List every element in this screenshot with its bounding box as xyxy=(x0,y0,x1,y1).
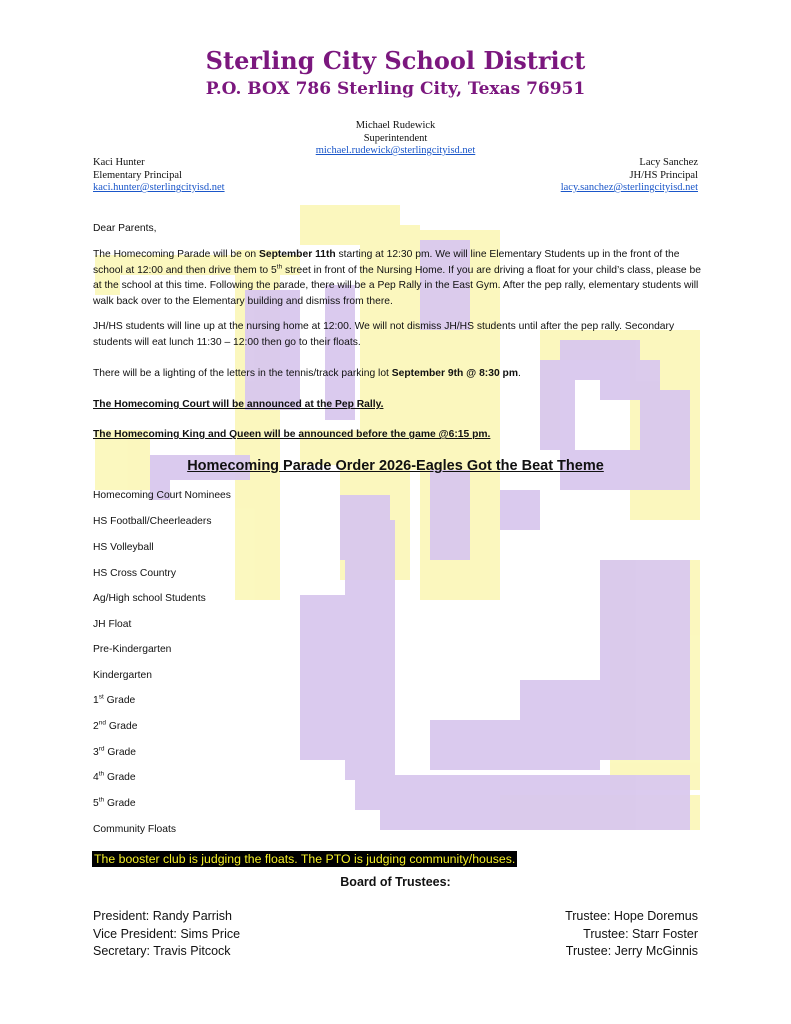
list-item: HS Football/Cheerleaders xyxy=(93,516,212,527)
board-trustees xyxy=(565,908,698,961)
lighting-paragraph xyxy=(93,366,703,382)
superintendent-block xyxy=(0,120,791,158)
king-queen-notice: The Homecoming King and Queen will be announced before the game @6:15 pm. xyxy=(93,429,491,440)
list-item: 2nd Grade xyxy=(93,719,138,732)
jhhs-paragraph: JH/HS students will line up at the nursing home at 12:00. We will not dismiss JH/HS students until after the pep rally. Secondary students will eat lunch 11:30 – 12:00 then go to their floats. xyxy=(93,321,675,348)
list-item: Pre-Kindergarten xyxy=(93,644,172,655)
list-item: JH Float xyxy=(93,619,132,630)
list-item: HS Volleyball xyxy=(93,542,154,553)
jhhs-principal-email-link[interactable]: lacy.sanchez@sterlingcityisd.net xyxy=(560,182,698,193)
booster-club-note: The booster club is judging the floats. The PTO is judging community/houses. xyxy=(94,852,516,866)
parade-order-title: Homecoming Parade Order 2026-Eagles Got the Beat Theme xyxy=(187,458,604,474)
list-item: 1st Grade xyxy=(93,693,136,706)
board-trustee: Trustee: Hope Doremus xyxy=(565,909,698,923)
parade-paragraph-part-c: street in front of the Nursing Home. If you are driving a float for your child’s class, please be at the school at this time. Following the parade, there will be a Pep Rally in the East Gym. After the pep rally, elementary students will walk back over to the Elementary building and dismiss from there. xyxy=(93,264,701,307)
board-vice-president: Vice President: Sims Price xyxy=(93,926,241,941)
lighting-date: September 9th @ 8:30 pm xyxy=(391,368,518,379)
district-title: Sterling City School District xyxy=(205,46,586,75)
list-item: Community Floats xyxy=(93,824,176,835)
jhhs-principal-block xyxy=(561,157,698,195)
board-of-trustees-title: Board of Trustees: xyxy=(340,875,451,889)
parade-paragraph-part-a: The Homecoming Parade will be on xyxy=(93,249,259,260)
jhhs-principal-role: JH/HS Principal xyxy=(629,169,698,181)
list-item: Kindergarten xyxy=(93,670,152,681)
elementary-principal-email-link[interactable]: kaci.hunter@sterlingcityisd.net xyxy=(93,182,225,193)
list-item: 5th Grade xyxy=(93,796,136,809)
elementary-principal-name: Kaci Hunter xyxy=(93,157,145,168)
lighting-period: . xyxy=(517,368,521,379)
list-item: Ag/High school Students xyxy=(93,593,206,604)
parade-paragraph-part-b: starting at 12:30 pm. We will line Elementary Students up in the front of the school at 12:00 and then drive them to 5 xyxy=(93,249,680,276)
superintendent-email-link[interactable]: michael.rudewick@sterlingcityisd.net xyxy=(315,145,476,156)
board-trustee: Trustee: Jerry McGinnis xyxy=(565,944,698,958)
superintendent-role: Superintendent xyxy=(363,132,428,144)
district-address: P.O. BOX 786 Sterling City, Texas 76951 xyxy=(205,79,586,99)
list-item: 4th Grade xyxy=(93,770,136,783)
court-notice: The Homecoming Court will be announced at the Pep Rally. xyxy=(93,399,384,410)
jhhs-principal-name: Lacy Sanchez xyxy=(639,157,698,168)
list-item: HS Cross Country xyxy=(93,568,176,579)
board-officers xyxy=(93,908,240,961)
greeting: Dear Parents, xyxy=(93,223,157,234)
board-trustee: Trustee: Starr Foster xyxy=(583,926,698,941)
board-president: President: Randy Parrish xyxy=(93,909,232,923)
elementary-principal-role: Elementary Principal xyxy=(93,169,182,181)
superintendent-name: Michael Rudewick xyxy=(355,120,436,131)
board-secretary: Secretary: Travis Pitcock xyxy=(93,944,231,958)
parade-paragraph-sup: th xyxy=(276,263,283,271)
parade-date: September 11th xyxy=(258,249,336,260)
lighting-text: There will be a lighting of the letters in the tennis/track parking lot xyxy=(93,368,392,379)
elementary-principal-block xyxy=(93,157,225,195)
parade-paragraph xyxy=(93,247,703,309)
list-item: 3rd Grade xyxy=(93,745,136,758)
list-item: Homecoming Court Nominees xyxy=(93,490,231,501)
